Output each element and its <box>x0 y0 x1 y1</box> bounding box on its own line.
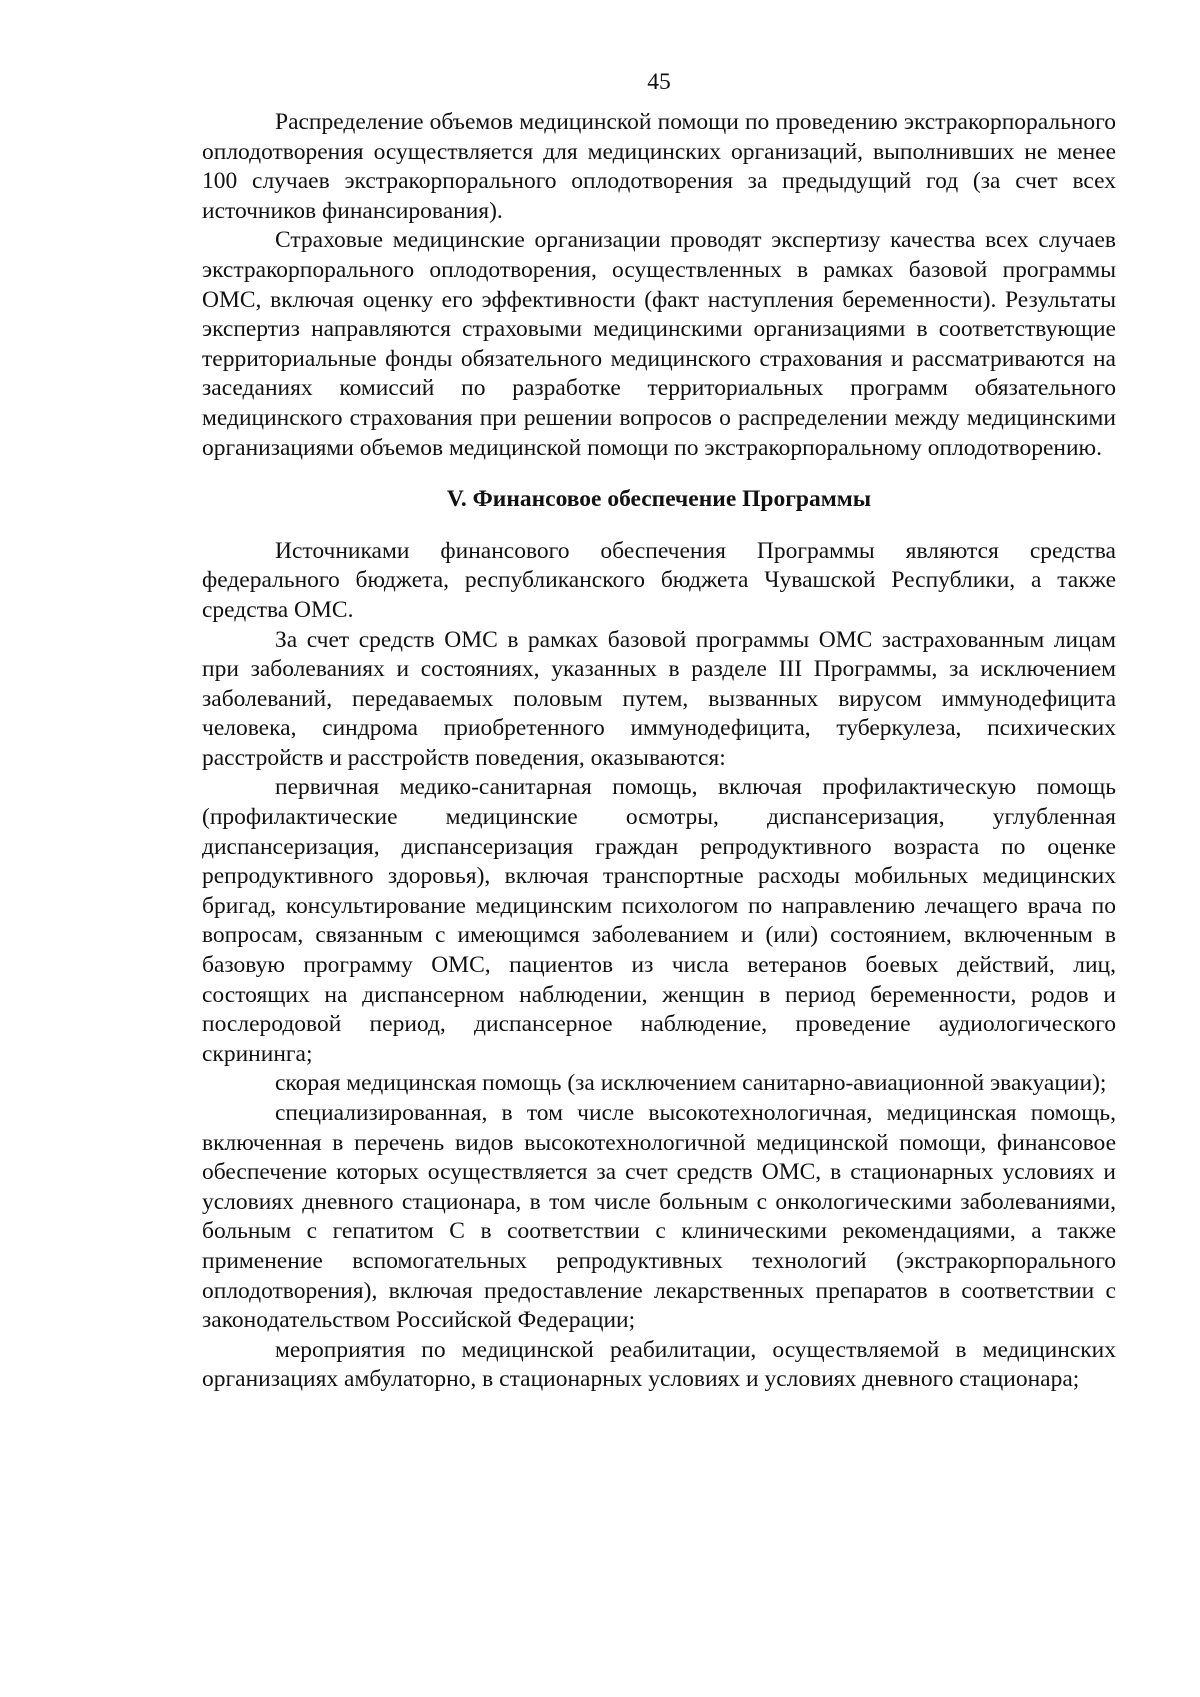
section-heading: V. Финансовое обеспечение Программы <box>446 486 872 513</box>
document-page <box>202 68 1116 1395</box>
paragraph-primary-care: первичная медико-санитарная помощь, включая профилактическую помощь (профилактические медицинские осмотры, диспансеризация, углубленная диспансеризация, диспансеризация граждан репродуктивного возраста по оценке репродуктивного здоровья), включая транспортные расходы мобильных медицинских бригад, консультирование медицинским психологом по направлению лечащего врача по вопросам, связанным с имеющимся заболеванием и (или) состоянием, включенным в базовую программу ОМС, пациентов из числа ветеранов боевых действий, лиц, состоящих на диспансерном наблюдении, женщин в период беременности, родов и послеродовой период, диспансерное наблюдение, проведение аудиологического скрининга; <box>202 774 1116 1067</box>
paragraph-emergency-care: скорая медицинская помощь (за исключением санитарно-авиационной эвакуации); <box>275 1070 1107 1097</box>
paragraph-ivf-expertise: Страховые медицинские организации проводят экспертизу качества всех случаев экстракорпорального оплодотворения, осуществленных в рамках базовой программы ОМС, включая оценку его эффективности (факт наступления беременности). Результаты экспертиз направляются страховыми медицинскими организациями в соответствующие территориальные фонды обязательного медицинского страхования и рассматриваются на заседаниях комиссий по разработке территориальных программ обязательного медицинского страхования при решении вопросов о распределении между медицинскими организациями объемов медицинской помощи по экстракорпоральному оплодотворению. <box>202 227 1116 461</box>
paragraph-specialized-care: специализированная, в том числе высокотехнологичная, медицинская помощь, включенная в перечень видов высокотехнологичной медицинской помощи, финансовое обеспечение которых осуществляется за счет средств ОМС, в стационарных условиях и условиях дневного стационара, в том числе больным с онкологическими заболеваниями, больным с гепатитом С в соответствии с клиническими рекомендациями, а также применение вспомогательных репродуктивных технологий (экстракорпорального оплодотворения), включая предоставление лекарственных препаратов в соответствии с законодательством Российской Федерации; <box>202 1100 1116 1334</box>
paragraph-funding-sources: Источниками финансового обеспечения Программы являются средства федерального бюджета, республиканского бюджета Чувашской Республики, а также средства ОМС. <box>202 537 1116 623</box>
page-number: 45 <box>647 69 671 95</box>
paragraph-oms-coverage: За счет средств ОМС в рамках базовой программы ОМС застрахованным лицам при заболеваниях и состояниях, указанных в разделе III Программы, за исключением заболеваний, передаваемых половым путем, вызванных вирусом иммунодефицита человека, синдрома приобретенного иммунодефицита, туберкулеза, психических расстройств и расстройств поведения, оказываются: <box>202 626 1116 771</box>
paragraph-rehabilitation: мероприятия по медицинской реабилитации, осуществляемой в медицинских организациях амбулаторно, в стационарных условиях и условиях дневного стационара; <box>202 1336 1116 1393</box>
paragraph-ivf-distribution: Распределение объемов медицинской помощи по проведению экстракорпорального оплодотворения осуществляется для медицинских организаций, выполнивших не менее 100 случаев экстракорпорального оплодотворения за предыдущий год (за счет всех источников финансирования). <box>202 109 1116 224</box>
